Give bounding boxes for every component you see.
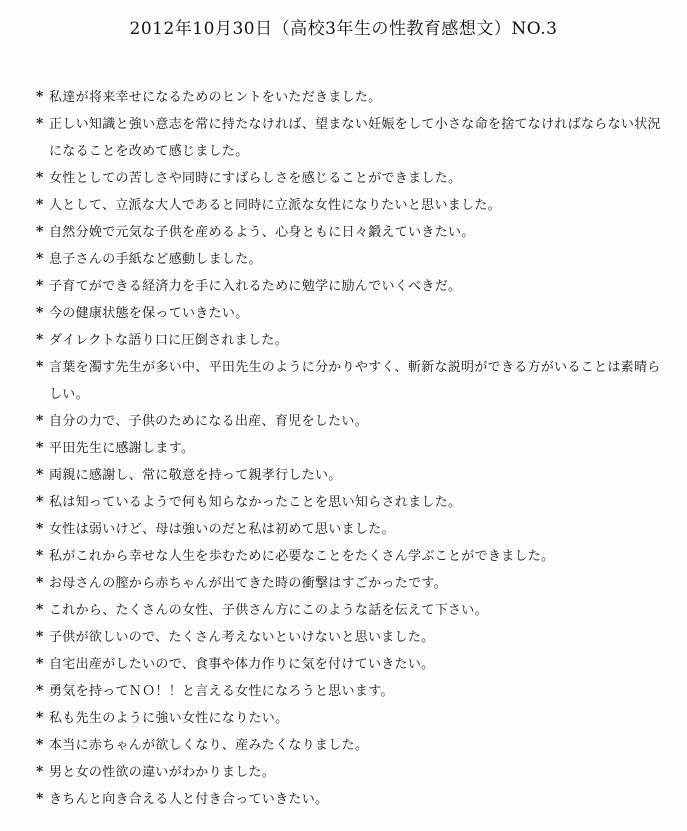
list-item [36,570,661,597]
comment-text: 正しい知識と強い意志を常に持たなければ、望まない妊娠をして小さな命を捨てなければならない状況になることを改めて感じました。 [49,117,661,159]
list-item [36,300,661,327]
bullet-marker: * [36,521,44,537]
bullet-marker: * [36,440,44,456]
comment-text: 私も先生のように強い女性になりたい。 [49,711,289,726]
list-item [36,273,661,300]
list-item [36,462,661,489]
bullet-marker: * [36,629,44,645]
comment-text: 勇気を持ってＮＯ！！と言える女性になろうと思います。 [49,684,394,699]
comment-text: 言葉を濁す先生が多い中、平田先生のように分かりやすく、斬新な説明ができる方がいることは素晴らしい。 [49,360,661,402]
bullet-marker: * [36,224,44,240]
bullet-marker: * [36,737,44,753]
list-item [36,327,661,354]
bullet-marker: * [36,332,44,348]
comment-text: 本当に赤ちゃんが欲しくなり、産みたくなりました。 [49,738,369,753]
comment-text: ダイレクトな語り口に圧倒されました。 [49,333,288,348]
bullet-marker: * [36,116,44,132]
list-item [36,219,661,246]
bullet-marker: * [36,251,44,267]
list-item [36,111,661,165]
comment-text: 私は知っているようで何も知らなかったことを思い知らされました。 [49,495,462,510]
list-item [36,84,661,111]
list-item [36,516,661,543]
comment-text: 息子さんの手紙など感動しました。 [49,252,262,267]
list-item [36,624,661,651]
comment-text: 女性は弱いけど、母は強いのだと私は初めて思いました。 [49,522,395,537]
document-title: 2012年10月30日（高校3年生の性教育感想文）NO.3 [129,19,558,39]
list-item [36,489,661,516]
bullet-marker: * [36,494,44,510]
list-item [36,678,661,705]
comment-text: これから、たくさんの女性、子供さん方にこのような話を伝えて下さい。 [49,603,488,618]
comment-text: 子供が欲しいので、たくさん考えないといけないと思いました。 [49,630,435,645]
bullet-marker: * [36,359,44,375]
comment-text: お母さんの膣から赤ちゃんが出てきた時の衝撃はすごかったです。 [49,576,447,591]
list-item [36,192,661,219]
list-item [36,759,661,786]
bullet-marker: * [36,656,44,672]
comment-text: 女性としての苦しさや同時にすばらしさを感じることができました。 [49,171,462,186]
comment-text: 今の健康状態を保っていきたい。 [49,306,249,321]
comment-text: 私がこれから幸せな人生を歩むために必要なことをたくさん学ぶことができました。 [49,549,555,564]
bullet-marker: * [36,89,44,105]
comment-text: 平田先生に感謝します。 [49,441,195,456]
bullet-marker: * [36,791,44,807]
comment-text: 私達が将来幸せになるためのヒントをいただきました。 [49,90,382,105]
list-item [36,435,661,462]
list-item [36,165,661,192]
list-item [36,597,661,624]
bullet-marker: * [36,305,44,321]
comment-text: 自然分娩で元気な子供を産めるよう、心身ともに日々鍛えていきたい。 [49,225,475,240]
comment-text: 自分の力で、子供のためになる出産、育児をしたい。 [49,414,368,429]
list-item [36,732,661,759]
comment-text: 人として、立派な大人であると同時に立派な女性になりたいと思いました。 [49,198,501,213]
list-item [36,354,661,408]
bullet-marker: * [36,710,44,726]
bullet-marker: * [36,170,44,186]
bullet-marker: * [36,683,44,699]
list-item [36,651,661,678]
list-item [36,543,661,570]
bullet-marker: * [36,197,44,213]
bullet-marker: * [36,467,44,483]
list-item [36,246,661,273]
bullet-marker: * [36,602,44,618]
list-item [36,408,661,435]
list-item [36,705,661,732]
comment-list [36,84,661,813]
comment-text: きちんと向き合える人と付き合っていきたい。 [49,792,329,807]
comment-text: 自宅出産がしたいので、食事や体力作りに気を付けていきたい。 [49,657,435,672]
bullet-marker: * [36,548,44,564]
list-item [36,786,661,813]
comment-text: 両親に感謝し、常に敬意を持って親孝行したい。 [49,468,342,483]
bullet-marker: * [36,413,44,429]
bullet-marker: * [36,278,44,294]
bullet-marker: * [36,764,44,780]
comment-text: 男と女の性欲の違いがわかりました。 [49,765,276,780]
comment-text: 子育てができる経済力を手に入れるために勉学に励んでいくべきだ。 [49,279,462,294]
bullet-marker: * [36,575,44,591]
